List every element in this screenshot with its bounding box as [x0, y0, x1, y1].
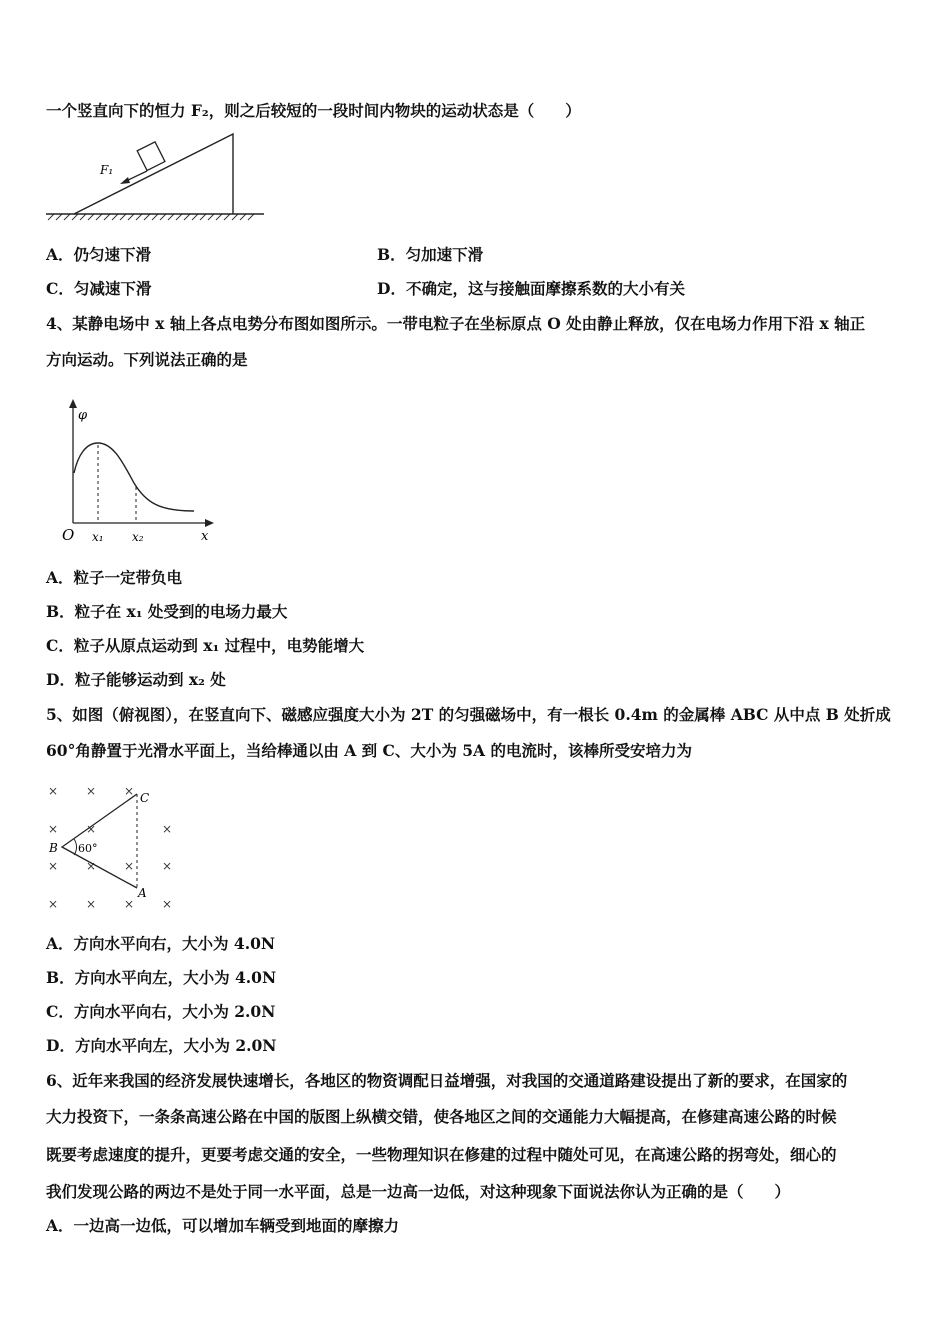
svg-text:×: × — [124, 859, 135, 873]
arrow-head-icon — [120, 177, 130, 184]
phi-label: φ — [78, 408, 88, 423]
magnetic-field-figure — [40, 780, 180, 912]
q5-stem-line1: 5、如图（俯视图），在竖直向下、磁感应强度大小为 2T 的匀强磁场中，有一根长 0.4m 的金属棒 ABC 从中点 B 处折成 — [46, 705, 891, 724]
q6-stem-line1: 6、近年来我国的经济发展快速增长，各地区的物资调配日益增强，对我国的交通道路建设提出了新的要求，在国家的 — [46, 1071, 848, 1090]
f1-label: F₁ — [100, 163, 114, 177]
field-crosses — [48, 784, 172, 911]
x-axis-label: x — [201, 529, 209, 544]
svg-text:×: × — [48, 822, 59, 836]
q5-option-d: D．方向水平向左，大小为 2.0N — [46, 1036, 277, 1055]
q6-option-a: A．一边高一边低，可以增加车辆受到地面的摩擦力 — [46, 1216, 400, 1235]
q3-option-c: C．匀减速下滑 — [46, 279, 152, 298]
metal-rod — [62, 794, 137, 888]
q4-stem-line2: 方向运动。下列说法正确的是 — [46, 350, 248, 369]
svg-text:×: × — [162, 822, 173, 836]
svg-text:×: × — [48, 897, 59, 911]
q3-option-a: A．仍匀速下滑 — [46, 245, 152, 264]
svg-text:×: × — [48, 784, 59, 798]
q5-stem-line2: 60°角静置于光滑水平面上，当给棒通以由 A 到 C、大小为 5A 的电流时，该棒所受安培力为 — [46, 741, 692, 760]
q4-option-b: B．粒子在 x₁ 处受到的电场力最大 — [46, 602, 288, 621]
svg-text:×: × — [86, 859, 97, 873]
q4-stem-line1: 4、某静电场中 x 轴上各点电势分布图如图所示。一带电粒子在坐标原点 O 处由静止释放，仅在电场力作用下沿 x 轴正 — [46, 314, 866, 333]
q4-option-a: A．粒子一定带负电 — [46, 568, 183, 587]
angle-label: 60° — [78, 842, 98, 855]
svg-text:×: × — [162, 859, 173, 873]
svg-text:×: × — [86, 897, 97, 911]
angle-arc — [74, 839, 77, 855]
svg-text:×: × — [124, 784, 135, 798]
block — [137, 142, 165, 171]
q3-stem: 一个竖直向下的恒力 F₂，则之后较短的一段时间内物块的运动状态是（ ） — [46, 101, 581, 120]
x-axis-arrow-icon — [205, 519, 214, 527]
y-axis-arrow-icon — [69, 399, 77, 408]
svg-text:×: × — [48, 859, 59, 873]
potential-graph — [56, 395, 226, 550]
origin-label: O — [62, 526, 75, 544]
q4-option-d: D．粒子能够运动到 x₂ 处 — [46, 670, 226, 689]
q6-stem-line3: 既要考虑速度的提升，更要考虑交通的安全，一些物理知识在修建的过程中随处可见，在高速公路的拐弯处，细心的 — [46, 1145, 837, 1164]
label-b: B — [49, 841, 58, 855]
q5-option-c: C．方向水平向右，大小为 2.0N — [46, 1002, 276, 1021]
svg-text:×: × — [86, 822, 97, 836]
q5-option-a: A．方向水平向右，大小为 4.0N — [46, 934, 276, 953]
svg-text:×: × — [86, 784, 97, 798]
q4-option-c: C．粒子从原点运动到 x₁ 过程中，电势能增大 — [46, 636, 365, 655]
potential-curve — [74, 443, 194, 511]
svg-text:×: × — [162, 897, 173, 911]
q3-option-b: B．匀加速下滑 — [377, 245, 484, 264]
svg-text:×: × — [124, 897, 135, 911]
incline-figure — [44, 128, 269, 222]
label-c: C — [140, 791, 150, 805]
q6-stem-line2: 大力投资下，一条条高速公路在中国的版图上纵横交错，使各地区之间的交通能力大幅提高，在修建高速公路的时候 — [46, 1107, 837, 1126]
x2-label: x₂ — [132, 530, 144, 544]
x1-label: x₁ — [92, 530, 104, 544]
q5-option-b: B．方向水平向左，大小为 4.0N — [46, 968, 277, 987]
ground-hatching — [48, 214, 254, 220]
q6-stem-line4: 我们发现公路的两边不是处于同一水平面，总是一边高一边低，对这种现象下面说法你认为正确的是（ ） — [46, 1182, 791, 1201]
label-a: A — [138, 886, 147, 900]
q3-option-d: D．不确定，这与接触面摩擦系数的大小有关 — [377, 279, 685, 298]
